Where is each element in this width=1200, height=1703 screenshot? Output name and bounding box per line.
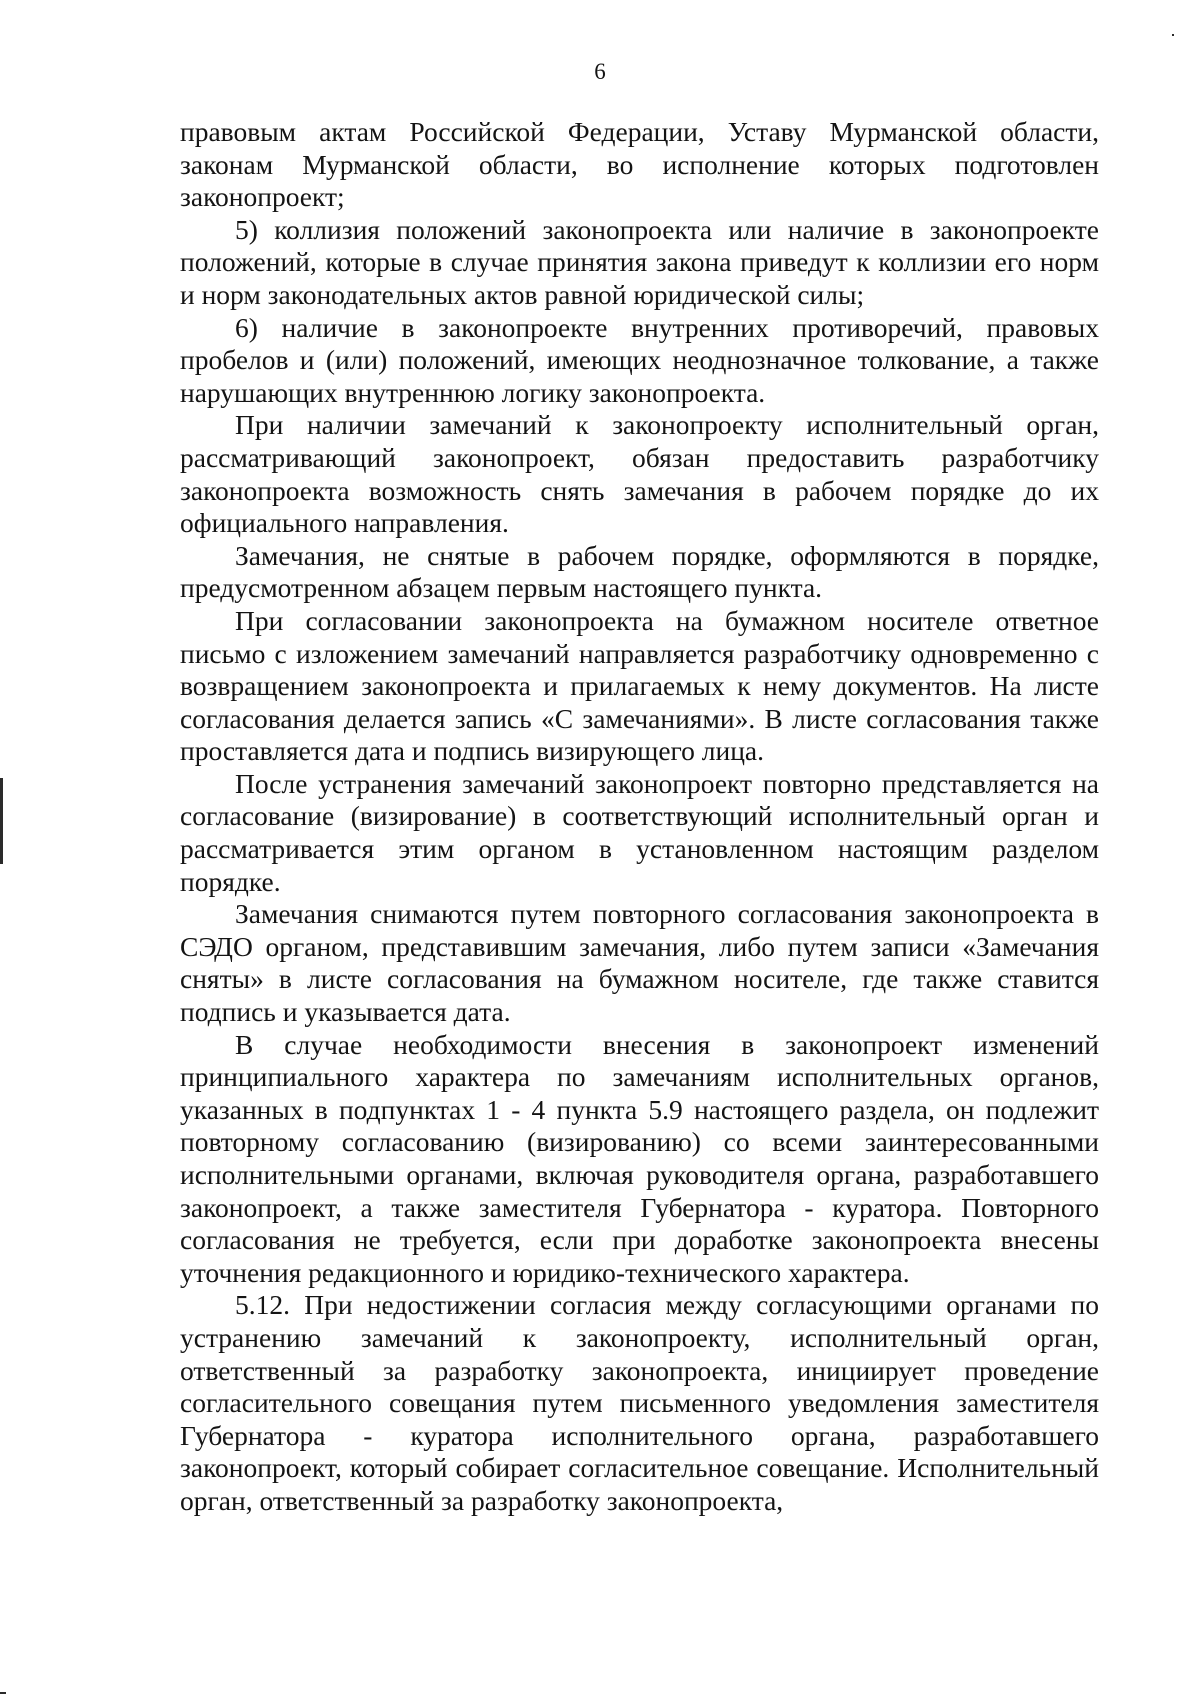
scan-edge-mark: [0, 778, 3, 864]
paragraph-4: При наличии замечаний к законопроекту исполнительный орган, рассматривающий законопроект, обязан предоставить разработчику законопроекта возможность снять замечания в рабочем порядке до их официального направления.: [180, 409, 1099, 539]
scan-edge-mark: [1172, 34, 1174, 36]
page-number: 6: [594, 59, 606, 84]
paragraph-3: 6) наличие в законопроекте внутренних противоречий, правовых пробелов и (или) положений, имеющих неоднозначное толкование, а также нарушающих внутреннюю логику законопроекта.: [180, 311, 1099, 408]
paragraph-8: Замечания снимаются путем повторного согласования законопроекта в СЭДО органом, представившим замечания, либо путем записи «Замечания сняты» в листе согласования на бумажном носителе, где также ставится подпись и указывается дата.: [180, 898, 1099, 1028]
paragraph-9: В случае необходимости внесения в законопроект изменений принципиального характера по замечаниям исполнительных органов, указанных в подпунктах 1 - 4 пункта 5.9 настоящего раздела, он подлежит повторному согласованию (визированию) со всеми заинтересованными исполнительными органами, включая руководителя органа, разработавшего законопроект, а также заместителя Губернатора - куратора. Повторного согласования не требуется, если при доработке законопроекта внесены уточнения редакционного и юридико-технического характера.: [180, 1028, 1099, 1288]
document-body: [180, 116, 1099, 1518]
paragraph-1: правовым актам Российской Федерации, Уставу Мурманской области, законам Мурманской области, во исполнение которых подготовлен законопроект;: [180, 116, 1099, 213]
scan-edge-mark: [0, 1692, 6, 1694]
paragraph-7: После устранения замечаний законопроект повторно представляется на согласование (визирование) в соответствующий исполнительный орган и рассматривается этим органом в установленном настоящим разделом порядке.: [180, 767, 1099, 897]
paragraph-10: 5.12. При недостижении согласия между согласующими органами по устранению замечаний к законопроекту, исполнительный орган, ответственный за разработку законопроекта, инициирует проведение согласительного совещания путем письменного уведомления заместителя Губернатора - куратора исполнительного органа, разработавшего законопроект, который собирает согласительное совещание. Исполнительный орган, ответственный за разработку законопроекта,: [180, 1289, 1099, 1516]
paragraph-2: 5) коллизия положений законопроекта или наличие в законопроекте положений, которые в случае принятия закона приведут к коллизии его норм и норм законодательных актов равной юридической силы;: [180, 213, 1099, 310]
paragraph-6: При согласовании законопроекта на бумажном носителе ответное письмо с изложением замечаний направляется разработчику одновременно с возвращением законопроекта и прилагаемых к нему документов. На листе согласования делается запись «С замечаниями». В листе согласования также проставляется дата и подпись визирующего лица.: [180, 604, 1099, 767]
paragraph-5: Замечания, не снятые в рабочем порядке, оформляются в порядке, предусмотренном абзацем первым настоящего пункта.: [180, 539, 1099, 604]
